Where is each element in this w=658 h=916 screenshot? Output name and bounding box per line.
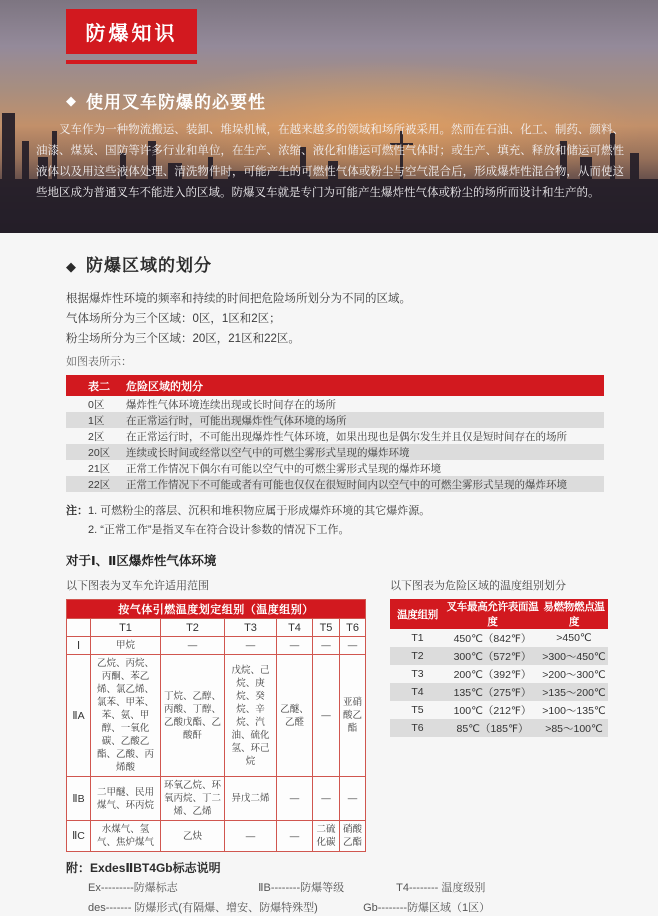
zone-desc-cell: 正常工作情况下不可能或者有可能也仅仅在很短时间内以空气中的可燃尘雾形式呈现的爆炸环境 <box>126 478 567 491</box>
zone-cell: 20区 <box>88 446 111 459</box>
gas-table-caption: 以下图表为叉车允许适用范围 <box>66 580 209 592</box>
table-row <box>67 637 366 655</box>
ignition-temp-cell: >100～135℃ <box>542 704 606 717</box>
intro-line: 根据爆炸性环境的频率和持续的时间把危险场所划分为不同的区域。 <box>66 293 411 305</box>
temp-group-cell: T1 <box>411 632 424 644</box>
surface-temp-cell: 450℃（842℉） <box>453 632 532 645</box>
temp-group-cell: T2 <box>411 650 424 662</box>
zone-desc-cell: 正常工作情况下偶尔有可能以空气中的可燃尘雾形式呈现的爆炸环境 <box>126 462 441 475</box>
gas-env-title: 对于Ⅰ、Ⅱ区爆炸性气体环境 <box>66 554 217 568</box>
zone-cell: 2区 <box>88 430 105 443</box>
column-header: T4 <box>277 619 313 637</box>
group-cell: ⅡC <box>67 821 91 852</box>
legend-label: 附： <box>66 861 91 875</box>
diamond-bullet-icon: ◆ <box>66 258 77 274</box>
table-row <box>67 777 366 821</box>
table-row <box>66 396 604 412</box>
table-row <box>66 412 604 428</box>
gas-cell: — <box>313 637 340 655</box>
group-cell: Ⅰ <box>67 637 91 655</box>
zone-cell: 1区 <box>88 414 105 427</box>
gas-cell: — <box>225 821 277 852</box>
column-header: T3 <box>225 619 277 637</box>
table-row <box>67 655 366 777</box>
legend-item: Gb--------防爆区域（1区） <box>363 902 491 914</box>
zone-table-header <box>66 375 604 396</box>
surface-temp-cell: 300℃（572℉） <box>453 650 532 663</box>
note-text: 1. 可燃粉尘的落层、沉积和堆积物应属于形成爆炸环境的其它爆炸源。 <box>88 505 431 517</box>
temp-group-cell: T3 <box>411 668 424 680</box>
zone-table-label: 表二 <box>88 380 110 393</box>
gas-cell: 亚硝酸乙酯 <box>340 655 366 777</box>
zones-section-title: 防爆区域的划分 <box>86 256 212 275</box>
gas-ignition-table <box>66 599 366 852</box>
zone-table-title: 危险区域的划分 <box>126 380 203 393</box>
table-row <box>390 629 608 647</box>
temperature-group-table <box>390 599 608 737</box>
ignition-temp-cell: >300～450℃ <box>542 650 606 663</box>
table-row <box>390 683 608 701</box>
gas-cell: 水煤气、氢气、焦炉煤气 <box>91 821 161 852</box>
table-row <box>390 665 608 683</box>
column-header: 温度组别 <box>390 599 445 629</box>
surface-temp-cell: 135℃（275℉） <box>453 686 532 699</box>
gas-cell: — <box>340 777 366 821</box>
gas-cell: — <box>277 821 313 852</box>
gas-cell: 环氧乙烷、环氧丙烷、丁二烯、乙烯 <box>161 777 225 821</box>
zones-section-heading <box>66 257 604 275</box>
gas-cell: 乙醚、乙醛 <box>277 655 313 777</box>
diamond-bullet-icon: ◆ <box>66 93 77 108</box>
legend-title: ExdesⅡBT4Gb标志说明 <box>90 861 221 875</box>
ignition-temp-cell: >450℃ <box>556 632 592 644</box>
gas-table-column <box>66 579 365 852</box>
legend-item: Ex---------防爆标志 <box>88 882 178 894</box>
table-row <box>66 476 604 492</box>
table-row <box>390 701 608 719</box>
gas-cell: 丁烷、乙醇、丙酸、丁醇、乙酸戊酯、乙酸酐 <box>161 655 225 777</box>
group-cell: ⅡB <box>67 777 91 821</box>
surface-temp-cell: 200℃（392℉） <box>453 668 532 681</box>
legend-line <box>66 901 604 916</box>
note-line <box>66 502 604 521</box>
zone-cell: 22区 <box>88 478 111 491</box>
gas-cell: — <box>313 655 340 777</box>
chart-caption: 如图表所示： <box>66 356 132 368</box>
column-header: T1 <box>91 619 161 637</box>
corner-cell <box>67 619 91 637</box>
table-row <box>66 428 604 444</box>
gas-cell: — <box>225 637 277 655</box>
note-label: 注： <box>66 505 88 517</box>
page-title-banner <box>66 9 197 54</box>
two-column-tables <box>66 579 604 852</box>
column-header: 叉车最高允许表面温度 <box>446 601 539 628</box>
gas-cell: 戊烷、己烷、庚烷、癸烷、辛烷、汽油、硫化氢、环己烷 <box>225 655 277 777</box>
gas-cell: — <box>277 637 313 655</box>
zone-desc-cell: 在正常运行时，不可能出现爆炸性气体环境，如果出现也是偶尔发生并且仅是短时间存在的场所 <box>126 430 567 443</box>
gas-cell: 甲烷 <box>91 637 161 655</box>
table-row <box>67 821 366 852</box>
legend-item: ⅡB--------防爆等级 <box>258 882 345 894</box>
gas-cell: — <box>161 637 225 655</box>
temp-group-cell: T6 <box>411 722 424 734</box>
ignition-temp-cell: >85～100℃ <box>545 722 603 735</box>
ignition-temp-cell: >135～200℃ <box>542 686 606 699</box>
banner-underline <box>66 60 197 64</box>
gas-cell: 硝酸乙酯 <box>340 821 366 852</box>
page-title: 防爆知识 <box>85 23 178 45</box>
group-cell: ⅡA <box>67 655 91 777</box>
zone-cell: 21区 <box>88 462 111 475</box>
gas-cell: — <box>313 777 340 821</box>
gas-cell: — <box>277 777 313 821</box>
zone-desc-cell: 在正常运行时，可能出现爆炸性气体环境的场所 <box>126 414 347 427</box>
temp-group-cell: T4 <box>411 686 424 698</box>
gas-cell: 异戊二烯 <box>225 777 277 821</box>
column-header: T2 <box>161 619 225 637</box>
table-row <box>390 719 608 737</box>
table-row <box>66 444 604 460</box>
column-header: T5 <box>313 619 340 637</box>
gas-cell: — <box>340 637 366 655</box>
marking-legend <box>66 860 604 916</box>
zone-table <box>66 375 604 492</box>
hero-paragraph: 叉车作为一种物流搬运、装卸、堆垛机械，在越来越多的领域和场所被采用。然而在石油、化工、制药、颜料、油漆、煤炭、国防等许多行业和单位，在生产、浓缩、液化和储运可燃性气体时；或生产、填充、释放和储运可燃性液体以及用这些液体处理、清洗物件时，可能产生的可燃性气体或粉尘与空气混合后，形成爆炸性混合物，从而使这些地区成为普通叉车不能进入的区域。防爆叉车就是专门为可能产生爆炸性气体或粉尘的场所而设计和生产的。 <box>36 124 624 199</box>
intro-line: 粉尘场所分为三个区域：20区，21区和22区。 <box>66 333 300 345</box>
notes-block <box>66 502 604 540</box>
hero-section-title: 使用叉车防爆的必要性 <box>86 93 266 112</box>
gas-cell: 二甲醚、民用煤气、环丙烷 <box>91 777 161 821</box>
note-line: 2. “正常工作”是指叉车在符合设计参数的情况下工作。 <box>88 524 350 536</box>
table-row <box>390 647 608 665</box>
zone-cell: 0区 <box>88 398 105 411</box>
temp-group-cell: T5 <box>411 704 424 716</box>
hero-section <box>0 0 658 233</box>
column-header: 易燃物燃点温度 <box>540 599 608 629</box>
legend-title-row <box>66 860 604 876</box>
legend-item: des------- 防爆形式(有隔爆、增安、防爆特殊型) <box>88 902 318 914</box>
zone-desc-cell: 连续或长时间或经常以空气中的可燃尘雾形式呈现的爆炸环境 <box>126 446 410 459</box>
gas-cell: 乙烷、丙烷、丙酮、苯乙烯、氯乙烯、氯苯、甲苯、苯、氨、甲醇、一氧化碳、乙酸乙酯、乙酸、丙烯酸 <box>91 655 161 777</box>
zone-desc-cell: 爆炸性气体环境连续出现或长时间存在的场所 <box>126 398 336 411</box>
ignition-temp-cell: >200～300℃ <box>542 668 606 681</box>
gas-table-header: 按气体引燃温度划定组别（温度组别） <box>67 600 366 619</box>
surface-temp-cell: 85℃（185℉） <box>456 722 529 735</box>
zones-intro <box>66 289 604 349</box>
table-row <box>66 460 604 476</box>
gas-cell: 二硫化碳 <box>313 821 340 852</box>
surface-temp-cell: 100℃（212℉） <box>453 704 532 717</box>
intro-line: 气体场所分为三个区域：0区，1区和2区； <box>66 313 281 325</box>
gas-cell: 乙炔 <box>161 821 225 852</box>
main-content <box>0 233 658 916</box>
hero-section-heading <box>66 88 266 113</box>
temp-table-column <box>390 579 608 737</box>
column-header: T6 <box>340 619 366 637</box>
legend-item: T4-------- 温度级别 <box>396 882 486 894</box>
temp-table-caption: 以下图表为危险区域的温度组别划分 <box>390 580 566 592</box>
